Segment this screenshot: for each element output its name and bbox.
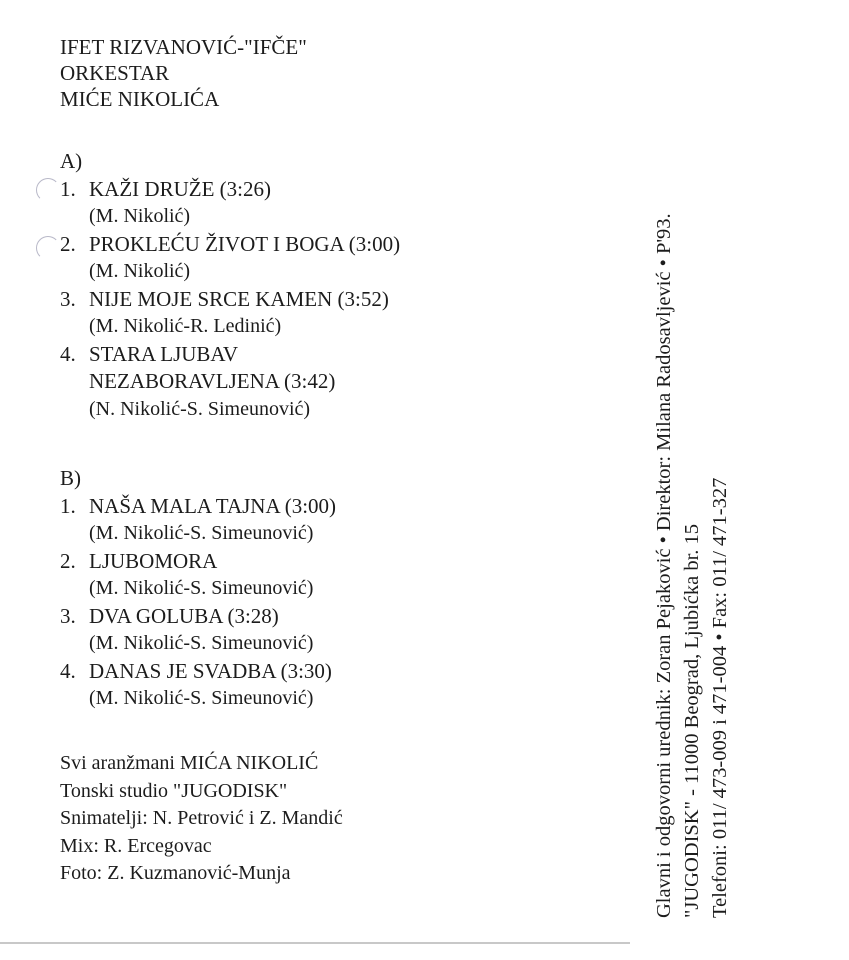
engineers-credit: Snimatelji: N. Petrović i Z. Mandić xyxy=(60,807,343,829)
track-title: PROKLEĆU ŽIVOT I BOGA (3:00) xyxy=(89,231,401,256)
pen-mark-icon xyxy=(36,236,60,260)
track-b3 xyxy=(60,603,336,658)
track-number: 1. xyxy=(60,176,76,201)
artist-name: IFET RIZVANOVIĆ-"IFČE" xyxy=(60,35,307,59)
track-number: 4. xyxy=(60,341,76,366)
side-b-label: B) xyxy=(60,466,81,490)
track-credits: (M. Nikolić-S. Simeunović) xyxy=(89,632,314,654)
track-number: 3. xyxy=(60,286,76,311)
track-b4 xyxy=(60,658,336,713)
track-number: 1. xyxy=(60,493,76,518)
publisher-phones: Telefoni: 011/ 473-009 i 471-004 • Fax: 011/ 471-327 xyxy=(709,477,731,918)
card-edge-divider xyxy=(0,942,630,944)
track-credits: (M. Nikolić-R. Ledinić) xyxy=(89,315,282,337)
track-credits: (M. Nikolić-S. Simeunović) xyxy=(89,577,314,599)
track-credits: (M. Nikolić) xyxy=(89,205,191,227)
pen-mark-icon xyxy=(36,178,60,202)
track-number: 3. xyxy=(60,603,76,628)
side-a-label: A) xyxy=(60,149,83,173)
track-title: NAŠA MALA TAJNA (3:00) xyxy=(89,493,337,518)
orchestra-label: ORKESTAR xyxy=(60,61,170,85)
track-title: DANAS JE SVADBA (3:30) xyxy=(89,658,332,683)
track-number: 4. xyxy=(60,658,76,683)
track-title: STARA LJUBAV xyxy=(89,341,239,366)
editor-director-line: Glavni i odgovorni urednik: Zoran Pejaković • Direktor: Milana Radosavljević • P'93. xyxy=(653,213,675,918)
track-b2 xyxy=(60,548,336,603)
production-credits xyxy=(60,750,343,888)
publisher-info xyxy=(650,2,734,918)
side-b xyxy=(60,465,336,713)
track-title: NIJE MOJE SRCE KAMEN (3:52) xyxy=(89,286,389,311)
album-header xyxy=(60,34,307,112)
publisher-address: "JUGODISK" - 11000 Beograd, Ljubićka br. 15 xyxy=(681,523,703,918)
photo-credit: Foto: Z. Kuzmanović-Munja xyxy=(60,862,291,884)
track-number: 2. xyxy=(60,548,76,573)
track-a2 xyxy=(60,231,400,286)
mix-credit: Mix: R. Ercegovac xyxy=(60,834,212,857)
arrangements-credit: Svi aranžmani MIĆA NIKOLIĆ xyxy=(60,752,319,774)
track-a4 xyxy=(60,341,400,424)
studio-credit: Tonski studio "JUGODISK" xyxy=(60,779,288,802)
track-b1 xyxy=(60,493,336,548)
track-title-continued: NEZABORAVLJENA (3:42) xyxy=(89,369,336,393)
side-a xyxy=(60,148,400,423)
track-number: 2. xyxy=(60,231,76,256)
track-a3 xyxy=(60,286,400,341)
track-credits: (M. Nikolić) xyxy=(89,260,191,282)
track-credits: (M. Nikolić-S. Simeunović) xyxy=(89,522,314,544)
track-title: LJUBOMORA xyxy=(89,548,218,573)
track-title: DVA GOLUBA (3:28) xyxy=(89,603,279,628)
track-credits: (N. Nikolić-S. Simeunović) xyxy=(89,397,311,420)
orchestra-name: MIĆE NIKOLIĆA xyxy=(60,87,220,111)
track-a1 xyxy=(60,176,400,231)
track-title: KAŽI DRUŽE (3:26) xyxy=(89,176,271,201)
track-credits: (M. Nikolić-S. Simeunović) xyxy=(89,687,314,709)
